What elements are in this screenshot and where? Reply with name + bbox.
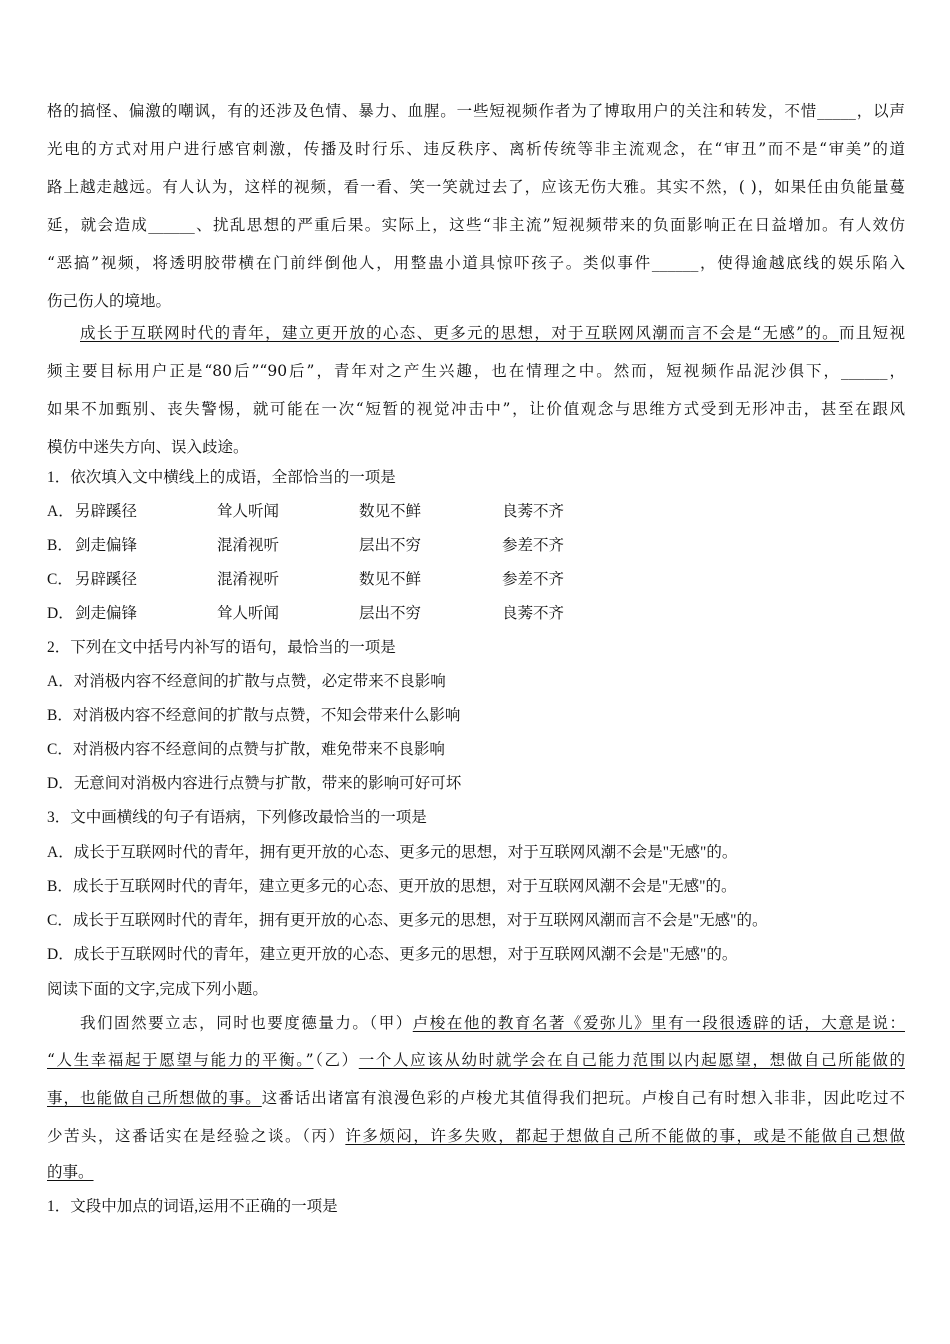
passage-line: “恶搞”视频，将透明胶带横在门前绊倒他人，用整蛊小道具惊吓孩子。类似事件______，使得逾越底线的娱乐陷入 xyxy=(47,254,905,272)
passage-line: 延，就会造成______、扰乱思想的严重后果。实际上，这些“非主流”短视频带来的负面影响正在日益增加。有人效仿 xyxy=(47,216,905,234)
q3-option-c[interactable]: C．成长于互联网时代的青年，拥有更开放的心态、更多元的思想，对于互联网风潮而言不会是"无感"的。 xyxy=(47,912,768,929)
question-stem: 2．下列在文中括号内补写的语句，最恰当的一项是 xyxy=(47,639,396,656)
underlined-sentence: 一个人应该从幼时就学会在自己能力范围以内起愿望，想做自己所能做的 xyxy=(358,1051,905,1069)
passage-line: 如果不加甄别、丧失警惕，就可能在一次“短暂的视觉冲击中”，让价值观念与思维方式受到无形冲击，甚至在跟风 xyxy=(47,400,905,418)
passage-line: 光电的方式对用户进行感官刺激，传播及时行乐、违反秩序、离析传统等非主流观念，在“审丑”而不是“审美”的道 xyxy=(47,140,905,158)
passage-line: 格的搞怪、偏激的嘲讽，有的还涉及色情、暴力、血腥。一些短视频作者为了博取用户的关注和转发，不惜_____，以声 xyxy=(47,102,905,120)
passage-line: “人生幸福起于愿望与能力的平衡。”（乙）一个人应该从幼时就学会在自己能力范围以内起愿望，想做自己所能做的 xyxy=(47,1051,905,1069)
underlined-sentence: 事，也能做自己所想做的事。 xyxy=(47,1089,262,1107)
underlined-sentence: 成长于互联网时代的青年，建立更开放的心态、更多元的思想，对于互联网风潮而言不会是“无感”的。 xyxy=(80,324,839,342)
q2-option-c[interactable]: C．对消极内容不经意间的点赞与扩散，难免带来不良影响 xyxy=(47,741,445,758)
q2-option-b[interactable]: B．对消极内容不经意间的扩散与点赞，不知会带来什么影响 xyxy=(47,707,461,724)
question-stem: 1．文段中加点的词语,运用不正确的一项是 xyxy=(47,1198,338,1215)
document-page: 格的搞怪、偏激的嘲讽，有的还涉及色情、暴力、血腥。一些短视频作者为了博取用户的关注和转发，不惜_____，以声 光电的方式对用户进行感官刺激，传播及时行乐、违反秩序、离析传统等非主流观念，在“审丑”而不是“审美”的道 路上越走越远。有人认为，这样的视频，看一看、笑一笑就过去了，应该无伤大雅。其实不然，( )，如果任由负能量蔓 延，就会造成______、扰乱思想的严重后果。实际上，这些“非主流”短视频带来的负面影响正在日益增加。有人效仿 “恶搞”视频，将透明胶带横在门前绊倒他人，用整蛊小道具惊吓孩子。类似事件______，使得逾越底线的娱乐陷入 伤己伤人的境地。 成长于互联网时代的青年，建立更开放的心态、更多元的思想，对于互联网风潮而言不会是“无感”的。而且短视 频主要目标用户正是“80后”“90后”，青年对之产生兴趣，也在情理之中。然而，短视频作品泥沙俱下，______， 如果不加甄别、丧失警惕，就可能在一次“短暂的视觉冲击中”，让价值观念与思维方式受到无形冲击，甚至在跟风 模仿中迷失方向、误入歧途。 1．依次填入文中横线上的成语，全部恰当的一项是 A． 另辟蹊径 耸人听闻 数见不鲜 良莠不齐 B． 剑走偏锋 混淆视听 层出不穷 参差不齐 C． 另辟蹊径 混淆视听 数见不鲜 参差不齐 D． 剑走偏锋 耸人听闻 层出不穷 良莠不齐 2．下列在文中括号内补写的语句，最恰当的一项是 A．对消极内容不经意间的扩散与点赞，必定带来不良影响 B．对消极内容不经意间的扩散与点赞，不知会带来什么影响 C．对消极内容不经意间的点赞与扩散，难免带来不良影响 D．无意间对消极内容进行点赞与扩散，带来的影响可好可坏 3．文中画横线的句子有语病，下列修改最恰当的一项是 A．成长于互联网时代的青年，拥有更开放的心态、更多元的思想，对于互联网风潮不会是"无感"的。 B．成长于互联网时代的青年，建立更多元的心态、更开放的思想，对于互联网风潮不会是"无感"的。 C．成长于互联网时代的青年，拥有更开放的心态、更多元的思想，对于互联网风潮而言不会是"无感"的。 D．成长于互联网时代的青年，建立更开放的心态、更多元的思想，对于互联网风潮不会是"无感"的。 阅读下面的文字,完成下列小题。 我们固然要立志，同时也要度德量力。（甲）卢梭在他的教育名著《爱弥儿》里有一段很透辟的话，大意是说： “人生幸福起于愿望与能力的平衡。”（乙）一个人应该从幼时就学会在自己能力范围以内起愿望，想做自己所能做的 事，也能做自己所想做的事。这番话出诸富有浪漫色彩的卢梭尤其值得我们把玩。卢梭自己有时想入非非，因此吃过不 少苦头，这番话实在是经验之谈。（丙）许多烦闷，许多失败，都起于想做自己所不能做的事，或是不能做自己想做 的事。 1．文段中加点的词语,运用不正确的一项是 xyxy=(47,102,905,1215)
q2-option-a[interactable]: A．对消极内容不经意间的扩散与点赞，必定带来不良影响 xyxy=(47,673,446,690)
underlined-sentence: 的事。 xyxy=(47,1163,94,1181)
passage-line: 模仿中迷失方向、误入歧途。 xyxy=(47,438,249,456)
q3-option-d[interactable]: D．成长于互联网时代的青年，建立更开放的心态、更多元的思想，对于互联网风潮不会是"无感"的。 xyxy=(47,946,738,963)
q3-option-a[interactable]: A．成长于互联网时代的青年，拥有更开放的心态、更多元的思想，对于互联网风潮不会是"无感"的。 xyxy=(47,844,738,861)
passage-line: 少苦头，这番话实在是经验之谈。（丙）许多烦闷，许多失败，都起于想做自己所不能做的事，或是不能做自己想做 xyxy=(47,1127,905,1145)
underlined-sentence: 卢梭在他的教育名著《爱弥儿》里有一段很透辟的话，大意是说： xyxy=(412,1014,905,1032)
passage-line: 事，也能做自己所想做的事。这番话出诸富有浪漫色彩的卢梭尤其值得我们把玩。卢梭自己有时想入非非，因此吃过不 xyxy=(47,1089,905,1107)
passage-line: 我们固然要立志，同时也要度德量力。（甲）卢梭在他的教育名著《爱弥儿》里有一段很透辟的话，大意是说： xyxy=(80,1014,905,1032)
reading-instruction: 阅读下面的文字,完成下列小题。 xyxy=(47,981,268,998)
passage-line: 成长于互联网时代的青年，建立更开放的心态、更多元的思想，对于互联网风潮而言不会是“无感”的。而且短视 xyxy=(80,324,905,342)
q3-option-b[interactable]: B．成长于互联网时代的青年，建立更多元的心态、更开放的思想，对于互联网风潮不会是"无感"的。 xyxy=(47,878,737,895)
underlined-sentence: “人生幸福起于愿望与能力的平衡。” xyxy=(47,1051,314,1069)
passage-line: 路上越走越远。有人认为，这样的视频，看一看、笑一笑就过去了，应该无伤大雅。其实不然，( )，如果任由负能量蔓 xyxy=(47,178,905,196)
passage-line: 伤己伤人的境地。 xyxy=(47,292,172,310)
passage-line xyxy=(47,1162,905,1182)
question-stem: 3．文中画横线的句子有语病，下列修改最恰当的一项是 xyxy=(47,809,427,826)
passage-line: 频主要目标用户正是“80后”“90后”，青年对之产生兴趣，也在情理之中。然而，短视频作品泥沙俱下，______， xyxy=(47,362,905,380)
question-stem: 1．依次填入文中横线上的成语，全部恰当的一项是 xyxy=(47,469,396,486)
underlined-sentence: 许多烦闷，许多失败，都起于想做自己所不能做的事，或是不能做自己想做 xyxy=(345,1127,905,1145)
q2-option-d[interactable]: D．无意间对消极内容进行点赞与扩散，带来的影响可好可坏 xyxy=(47,775,462,792)
